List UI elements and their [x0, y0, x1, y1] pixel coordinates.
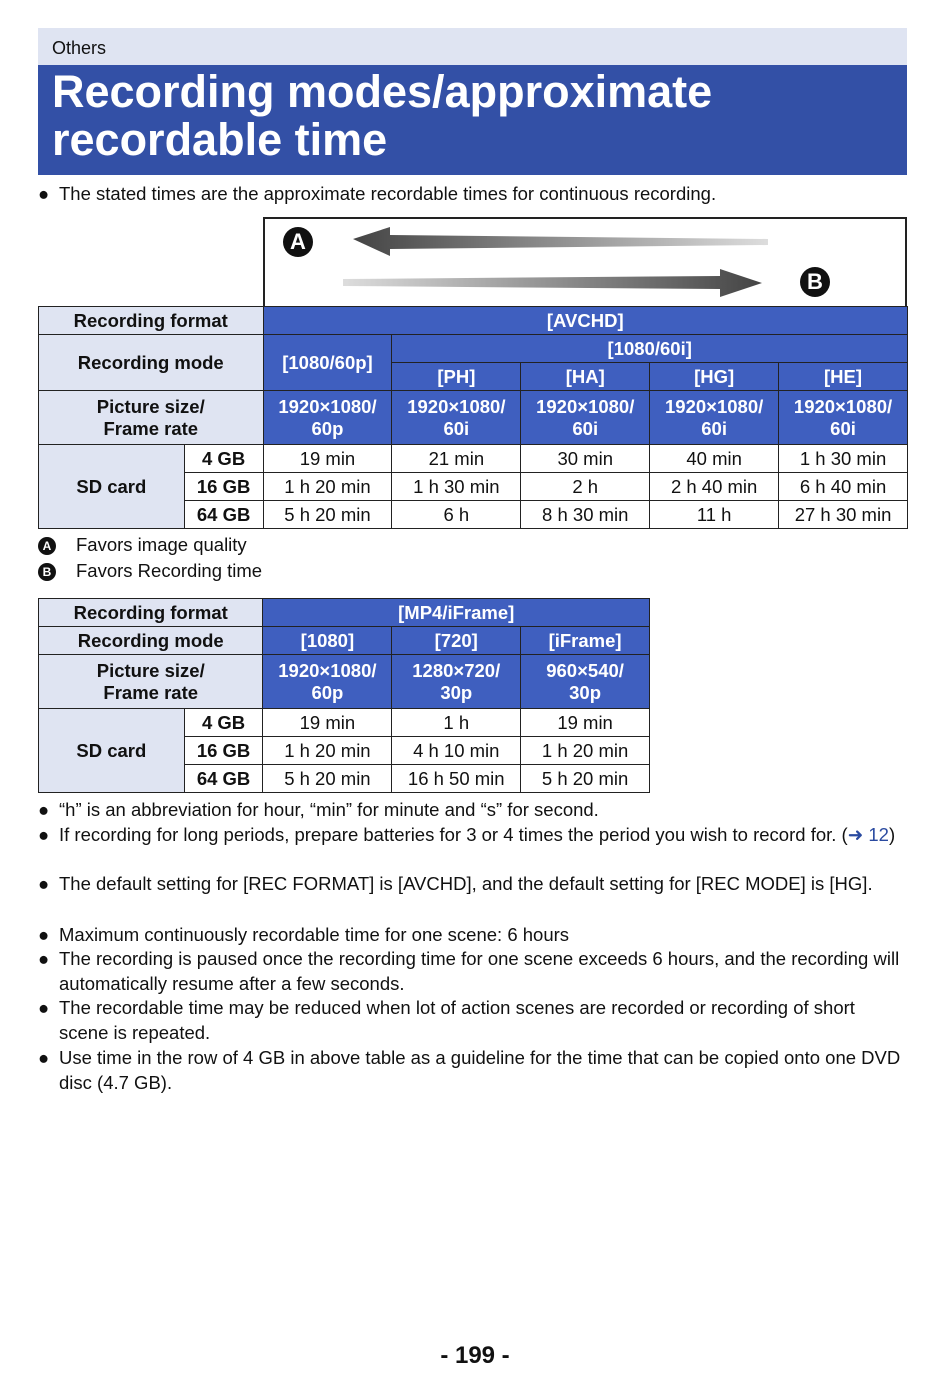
- size-line2: 60p: [311, 681, 344, 703]
- capacity-cell: 64 GB: [184, 501, 263, 529]
- time-cell: 16 h 50 min: [392, 765, 521, 793]
- time-cell: 21 min: [392, 445, 521, 473]
- note-text: The recordable time may be reduced when lot of action scenes are recorded or recording of short scene is repeated.: [59, 997, 855, 1043]
- rec-format-label: Recording format: [39, 599, 263, 627]
- size-line1: 1280×720/: [412, 659, 501, 681]
- picture-label-line2: Frame rate: [103, 417, 199, 439]
- sd-card-label: SD card: [39, 709, 185, 793]
- time-cell: 27 h 30 min: [779, 501, 908, 529]
- time-cell: 6 h 40 min: [779, 473, 908, 501]
- note-text: “h” is an abbreviation for hour, “min” for minute and “s” for second.: [59, 799, 599, 820]
- time-cell: 1 h: [392, 709, 521, 737]
- picture-label-line1: Picture size/: [96, 659, 205, 681]
- mp4-recording-table: [38, 598, 650, 793]
- time-cell: 19 min: [263, 709, 392, 737]
- rec-format-value: [MP4/iFrame]: [263, 599, 650, 627]
- time-cell: 4 h 10 min: [392, 737, 521, 765]
- page-link[interactable]: ➜ 12: [847, 824, 889, 845]
- size-cell: [779, 391, 908, 445]
- rec-mode-label: Recording mode: [39, 335, 264, 391]
- legend-item-a: [38, 534, 247, 556]
- size-line2: 60i: [830, 417, 856, 439]
- size-line2: 30p: [569, 681, 602, 703]
- note-text: The default setting for [REC FORMAT] is [AVCHD], and the default setting for [REC MODE] is [HG].: [59, 873, 873, 894]
- left-arrow-icon: [353, 227, 768, 256]
- size-line2: 60p: [311, 417, 344, 439]
- time-cell: 5 h 20 min: [521, 765, 650, 793]
- note-reduced-time: [38, 995, 908, 1045]
- page-number: - 199 -: [440, 1342, 510, 1369]
- size-line2: 60i: [443, 417, 470, 439]
- note-text: Maximum continuously recordable time for one scene: 6 hours: [59, 924, 570, 945]
- table-row: [39, 445, 908, 473]
- time-cell: 19 min: [521, 709, 650, 737]
- size-cell: [392, 655, 521, 709]
- capacity-cell: 4 GB: [184, 445, 263, 473]
- mode-1080: [1080]: [263, 627, 392, 655]
- time-cell: 2 h: [521, 473, 650, 501]
- time-cell: 11 h: [650, 501, 779, 529]
- bullet-icon: ●: [38, 948, 50, 969]
- time-cell: 2 h 40 min: [650, 473, 779, 501]
- capacity-cell: 16 GB: [184, 473, 263, 501]
- table-row: [39, 709, 650, 737]
- right-arrow-icon: [343, 269, 762, 297]
- mode-720: [720]: [392, 627, 521, 655]
- time-cell: 30 min: [521, 445, 650, 473]
- note-abbreviations: [38, 797, 908, 822]
- time-cell: 40 min: [650, 445, 779, 473]
- mode-1080-60i: [1080/60i]: [392, 335, 908, 363]
- mode-1080-60p: [1080/60p]: [263, 335, 392, 391]
- picture-label-line2: Frame rate: [103, 681, 199, 703]
- title-line-1: Recording modes/approximate: [52, 66, 713, 117]
- time-cell: 1 h 20 min: [263, 473, 392, 501]
- size-line1: 1920×1080/: [793, 395, 893, 417]
- note-batteries-text: If recording for long periods, prepare batteries for 3 or 4 times the period you wish to record for.: [59, 824, 837, 845]
- sd-card-label: SD card: [39, 445, 185, 529]
- submode-ha: [HA]: [521, 363, 650, 391]
- note-text: Use time in the row of 4 GB in above table as a guideline for the time that can be copied onto one DVD disc (4.7 GB).: [59, 1047, 901, 1093]
- bullet-icon: ●: [38, 924, 50, 945]
- bullet-icon: ●: [38, 997, 50, 1018]
- rec-format-value: [AVCHD]: [263, 307, 907, 335]
- size-line1: 1920×1080/: [536, 395, 635, 417]
- capacity-cell: 64 GB: [184, 765, 263, 793]
- intro-text: The stated times are the approximate recordable times for continuous recording.: [59, 183, 717, 204]
- time-cell: 6 h: [392, 501, 521, 529]
- title-line-2: recordable time: [52, 114, 388, 165]
- note-text: If recording for long periods, prepare batteries for 3 or 4 times the period you wish to record for. (➜ 12): [59, 824, 896, 845]
- time-cell: 8 h 30 min: [521, 501, 650, 529]
- note-max-time: [38, 922, 908, 947]
- mode-iframe: [iFrame]: [521, 627, 650, 655]
- size-line1: 1920×1080/: [407, 395, 506, 417]
- page-title: [38, 65, 907, 175]
- submode-ph: [PH]: [392, 363, 521, 391]
- quality-time-arrow-diagram: [263, 217, 907, 306]
- marker-b-icon: B: [800, 267, 830, 297]
- time-cell: 1 h 30 min: [779, 445, 908, 473]
- bullet-icon: ●: [38, 824, 50, 845]
- submode-he: [HE]: [779, 363, 908, 391]
- picture-label-line1: Picture size/: [96, 395, 205, 417]
- page-title-text: [52, 68, 712, 164]
- bullet-icon: ●: [38, 183, 50, 204]
- intro-note: [38, 181, 908, 206]
- legend-item-b: [38, 560, 262, 582]
- size-line2: 30p: [440, 681, 473, 703]
- size-cell: [263, 655, 392, 709]
- rec-format-label: Recording format: [39, 307, 264, 335]
- submode-hg: [HG]: [650, 363, 779, 391]
- note-text: The recording is paused once the recording time for one scene exceeds 6 hours, and the recording will automatically resume after a few seconds.: [59, 948, 900, 994]
- note-pause: [38, 946, 908, 996]
- time-cell: 19 min: [263, 445, 392, 473]
- time-cell: 5 h 20 min: [263, 501, 392, 529]
- rec-mode-label: Recording mode: [39, 627, 263, 655]
- legend-text: Favors Recording time: [76, 560, 263, 581]
- size-cell: [521, 391, 650, 445]
- time-cell: 1 h 20 min: [263, 737, 392, 765]
- size-cell: [263, 391, 392, 445]
- size-cell: [650, 391, 779, 445]
- capacity-cell: 16 GB: [184, 737, 263, 765]
- size-cell: [392, 391, 521, 445]
- time-cell: 1 h 20 min: [521, 737, 650, 765]
- marker-b-icon: B: [38, 563, 56, 581]
- size-cell: [521, 655, 650, 709]
- avchd-recording-table: [38, 306, 908, 529]
- bullet-icon: ●: [38, 1047, 50, 1068]
- picture-size-label: [39, 391, 264, 445]
- marker-a-icon: A: [38, 537, 56, 555]
- section-header: [38, 28, 907, 65]
- capacity-cell: 4 GB: [184, 709, 263, 737]
- note-batteries: [38, 822, 908, 847]
- size-line2: 60i: [701, 417, 727, 439]
- note-dvd-copy: [38, 1045, 908, 1095]
- size-line1: 1920×1080/: [665, 395, 764, 417]
- size-line1: 960×540/: [546, 659, 624, 681]
- note-default-setting: [38, 871, 908, 896]
- bullet-icon: ●: [38, 799, 50, 820]
- size-line1: 1920×1080/: [278, 659, 377, 681]
- size-line2: 60i: [572, 417, 599, 439]
- time-cell: 5 h 20 min: [263, 765, 392, 793]
- picture-size-label: [39, 655, 263, 709]
- marker-a-icon: A: [283, 227, 313, 257]
- time-cell: 1 h 30 min: [392, 473, 521, 501]
- size-line1: 1920×1080/: [278, 395, 377, 417]
- bullet-icon: ●: [38, 873, 50, 894]
- legend-text: Favors image quality: [76, 534, 247, 555]
- section-label: Others: [52, 38, 107, 58]
